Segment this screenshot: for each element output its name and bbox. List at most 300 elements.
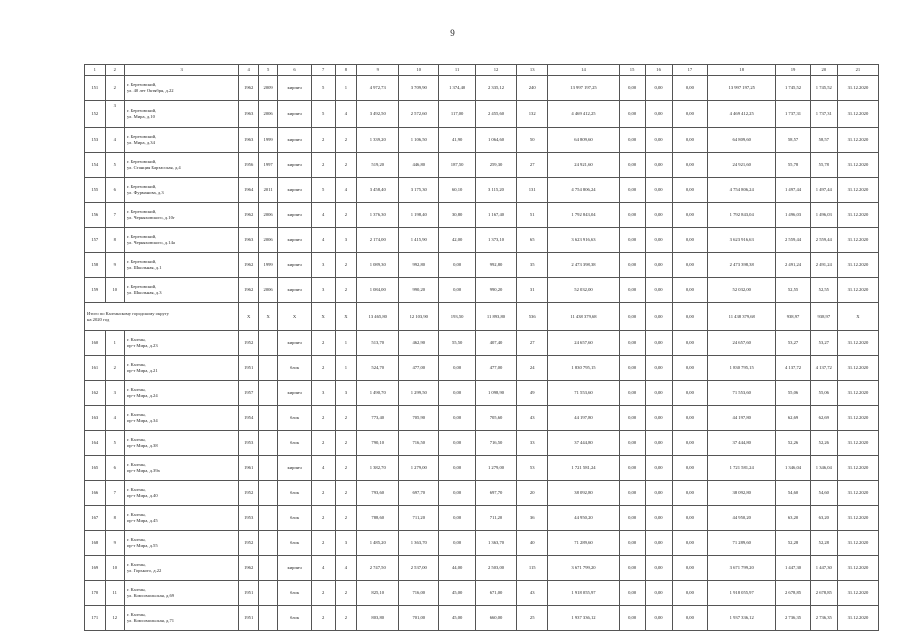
address-street: ул. Комсомольская, д.69 bbox=[126, 593, 175, 598]
table-row bbox=[85, 178, 879, 203]
header-cell: 14 bbox=[548, 65, 619, 76]
header-cell: 13 bbox=[517, 65, 548, 76]
table-cell: 3 115,20 bbox=[475, 178, 516, 203]
table-cell: 44 950,20 bbox=[708, 506, 776, 531]
table-cell: 0,00 bbox=[645, 331, 672, 356]
table-cell: 31.12.2020 bbox=[837, 228, 878, 253]
table-cell: 2 bbox=[335, 153, 357, 178]
address-street: ул. Мира, д.10 bbox=[126, 114, 155, 119]
table-cell: 158 bbox=[85, 253, 106, 278]
table-row bbox=[85, 531, 879, 556]
address-city: г. Калтан, bbox=[126, 612, 146, 618]
table-cell: 1963 bbox=[239, 228, 258, 253]
table-cell: 1 918 055,97 bbox=[708, 581, 776, 606]
table-cell: 40 bbox=[517, 531, 548, 556]
address-cell bbox=[124, 406, 239, 431]
table-cell: 31.12.2020 bbox=[837, 178, 878, 203]
table-cell: 0,00 bbox=[439, 531, 476, 556]
table-cell: 31.12.2020 bbox=[837, 406, 878, 431]
table-cell: кирпич bbox=[278, 278, 311, 303]
table-cell: 519,20 bbox=[357, 153, 399, 178]
address-street: пр-т Мира, д.24 bbox=[126, 393, 158, 398]
table-cell: 0,00 bbox=[672, 76, 708, 101]
table-cell: 4 bbox=[105, 406, 124, 431]
table-cell: 65 bbox=[517, 228, 548, 253]
table-cell: 0,00 bbox=[619, 606, 645, 631]
table-cell: 990,20 bbox=[475, 278, 516, 303]
address-cell bbox=[124, 506, 239, 531]
table-cell: 53 bbox=[517, 456, 548, 481]
address-city: г. Березовский, bbox=[126, 159, 157, 165]
table-cell: 9 bbox=[105, 531, 124, 556]
address-cell bbox=[124, 278, 239, 303]
table-cell: 71 289,60 bbox=[708, 531, 776, 556]
table-cell: 0,00 bbox=[619, 506, 645, 531]
table-cell: 0,00 bbox=[645, 178, 672, 203]
table-cell: 1 745,52 bbox=[810, 76, 837, 101]
table-cell: 716,00 bbox=[399, 581, 439, 606]
table-cell: 117,00 bbox=[439, 101, 476, 128]
table-cell: 152 bbox=[85, 101, 106, 128]
table-cell: 938,97 bbox=[776, 303, 811, 331]
table-cell: 63,20 bbox=[776, 506, 811, 531]
table-cell: 1 089,30 bbox=[357, 253, 399, 278]
table-cell: 1962 bbox=[239, 76, 258, 101]
table-cell: 27 bbox=[517, 331, 548, 356]
table-cell: 3 458,40 bbox=[357, 178, 399, 203]
table-cell: 0,00 bbox=[645, 128, 672, 153]
table-cell bbox=[258, 581, 277, 606]
table-cell: 477,00 bbox=[475, 356, 516, 381]
table-cell: 0,00 bbox=[672, 303, 708, 331]
table-cell: 1 497,44 bbox=[776, 178, 811, 203]
table-cell: 536 bbox=[517, 303, 548, 331]
table-cell: 2 bbox=[335, 606, 357, 631]
total-row bbox=[85, 303, 879, 331]
table-cell: 166 bbox=[85, 481, 106, 506]
header-cell: 15 bbox=[619, 65, 645, 76]
table-cell: 11 438 379,68 bbox=[548, 303, 619, 331]
table-cell: 3 623 916,63 bbox=[708, 228, 776, 253]
table-cell: 44 197,80 bbox=[708, 406, 776, 431]
address-city: г. Калтан, bbox=[126, 362, 146, 368]
table-cell: 0,00 bbox=[672, 581, 708, 606]
table-cell: 1 496,03 bbox=[810, 203, 837, 228]
table-cell: 0,00 bbox=[672, 128, 708, 153]
table-cell: 2 473 398,38 bbox=[708, 253, 776, 278]
table-body bbox=[85, 76, 879, 631]
table-row bbox=[85, 456, 879, 481]
table-cell: 4 754 806,24 bbox=[708, 178, 776, 203]
table-cell bbox=[258, 531, 277, 556]
table-cell: 513,70 bbox=[357, 331, 399, 356]
table-cell: 0,00 bbox=[645, 431, 672, 456]
address-cell bbox=[124, 456, 239, 481]
address-cell bbox=[124, 581, 239, 606]
table-cell: 161 bbox=[85, 356, 106, 381]
address-street: пр-т Мира, д.40 bbox=[126, 493, 158, 498]
table-cell: 4 137,72 bbox=[810, 356, 837, 381]
table-cell: 2 736,35 bbox=[810, 606, 837, 631]
table-cell: 990,20 bbox=[399, 278, 439, 303]
table-row bbox=[85, 331, 879, 356]
address-city: г. Березовский, bbox=[126, 184, 157, 190]
table-cell: 1 737,31 bbox=[776, 101, 811, 128]
table-cell: 803,80 bbox=[357, 606, 399, 631]
table-cell: 55,78 bbox=[810, 153, 837, 178]
table-row bbox=[85, 406, 879, 431]
table-cell: 165 bbox=[85, 456, 106, 481]
table-cell: 0,00 bbox=[619, 456, 645, 481]
table-cell: 938,97 bbox=[810, 303, 837, 331]
table-cell: 1 363,70 bbox=[475, 531, 516, 556]
header-cell: 3 bbox=[124, 65, 239, 76]
table-cell: 37 444,80 bbox=[708, 431, 776, 456]
header-cell: 19 bbox=[776, 65, 811, 76]
table-cell: 705,60 bbox=[475, 406, 516, 431]
address-street: ул. Черняховского, д.10г bbox=[126, 215, 175, 220]
table-cell: 0,00 bbox=[672, 481, 708, 506]
address-city: г. Березовский, bbox=[126, 82, 157, 88]
table-cell: 31.12.2020 bbox=[837, 76, 878, 101]
table-cell: 992,80 bbox=[475, 253, 516, 278]
address-cell bbox=[124, 431, 239, 456]
table-cell: 52,55 bbox=[810, 278, 837, 303]
table-cell: 1951 bbox=[239, 356, 258, 381]
table-cell: 1962 bbox=[239, 253, 258, 278]
table-cell: 0,00 bbox=[672, 253, 708, 278]
table-cell: 0,00 bbox=[619, 253, 645, 278]
address-cell bbox=[124, 101, 239, 128]
header-cell: 11 bbox=[439, 65, 476, 76]
table-cell: 52,26 bbox=[810, 431, 837, 456]
table-cell: 0,00 bbox=[439, 381, 476, 406]
table-cell: 1999 bbox=[258, 253, 277, 278]
table-cell: 64 809,60 bbox=[548, 128, 619, 153]
table-cell: 716,50 bbox=[475, 431, 516, 456]
table-cell: 0,00 bbox=[672, 456, 708, 481]
address-street: ул. Школьная, д.1 bbox=[126, 265, 162, 270]
address-street: ул. Горького, д.22 bbox=[126, 568, 162, 573]
table-cell: 0,00 bbox=[672, 406, 708, 431]
table-cell: 0,00 bbox=[439, 456, 476, 481]
table-cell: 52,28 bbox=[776, 531, 811, 556]
table-cell: 0,00 bbox=[645, 228, 672, 253]
table-cell: 1954 bbox=[239, 406, 258, 431]
table-cell: 0,00 bbox=[619, 228, 645, 253]
table-cell: 0,00 bbox=[672, 431, 708, 456]
table-cell: 0,00 bbox=[672, 506, 708, 531]
table-cell: 31 bbox=[517, 278, 548, 303]
table-row bbox=[85, 253, 879, 278]
table-cell: 1952 bbox=[239, 531, 258, 556]
table-cell: 2 bbox=[335, 278, 357, 303]
address-cell bbox=[124, 128, 239, 153]
table-cell: 1951 bbox=[239, 606, 258, 631]
address-city: г. Калтан, bbox=[126, 437, 146, 443]
table-cell bbox=[258, 356, 277, 381]
table-cell: 1 447,30 bbox=[810, 556, 837, 581]
table-cell: X bbox=[311, 303, 335, 331]
table-cell: 62,69 bbox=[776, 406, 811, 431]
table-cell: кирпич bbox=[278, 381, 311, 406]
table-cell: 167 bbox=[85, 506, 106, 531]
table-cell: 2 bbox=[335, 406, 357, 431]
table-cell: 193,50 bbox=[439, 303, 476, 331]
table-cell bbox=[258, 431, 277, 456]
table-row bbox=[85, 128, 879, 153]
table-cell: 2006 bbox=[258, 203, 277, 228]
table-cell: 0,00 bbox=[672, 381, 708, 406]
table-cell: 446,80 bbox=[399, 153, 439, 178]
table-cell: 2 bbox=[311, 606, 335, 631]
table-row bbox=[85, 506, 879, 531]
table-cell: 11 bbox=[105, 581, 124, 606]
header-row bbox=[85, 65, 879, 76]
table-cell: 0,00 bbox=[619, 178, 645, 203]
table-cell: кирпич bbox=[278, 153, 311, 178]
table-cell bbox=[258, 556, 277, 581]
table-cell: 2 455,60 bbox=[475, 101, 516, 128]
table-cell: 43 bbox=[517, 581, 548, 606]
table-cell: 259,30 bbox=[475, 153, 516, 178]
table-cell: 2 559,44 bbox=[776, 228, 811, 253]
table-cell: 671,00 bbox=[475, 581, 516, 606]
table-cell: 0,00 bbox=[619, 153, 645, 178]
table-cell: 0,00 bbox=[619, 76, 645, 101]
table-cell: 4 bbox=[105, 128, 124, 153]
table-cell: 3 bbox=[335, 381, 357, 406]
address-cell bbox=[124, 253, 239, 278]
table-cell: 3 623 916,63 bbox=[548, 228, 619, 253]
table-cell: 660,00 bbox=[475, 606, 516, 631]
address-street: ул. Комсомольская, д.71 bbox=[126, 618, 175, 623]
table-cell: кирпич bbox=[278, 101, 311, 128]
table-cell: 0,00 bbox=[672, 178, 708, 203]
table-cell: 8 bbox=[105, 506, 124, 531]
table-cell: 2 bbox=[311, 356, 335, 381]
table-cell: 4 bbox=[335, 556, 357, 581]
table-cell: 407,40 bbox=[475, 331, 516, 356]
table-cell: 2 bbox=[311, 581, 335, 606]
table-cell: 0,00 bbox=[672, 101, 708, 128]
table-cell: 0,00 bbox=[672, 203, 708, 228]
table-cell: 2 678,85 bbox=[810, 581, 837, 606]
table-cell: 10 bbox=[105, 556, 124, 581]
table-cell: 2006 bbox=[258, 101, 277, 128]
table-cell: 31.12.2020 bbox=[837, 431, 878, 456]
table-cell bbox=[258, 481, 277, 506]
table-cell: 11 438 379,68 bbox=[708, 303, 776, 331]
table-cell: 825,10 bbox=[357, 581, 399, 606]
table-cell: 5 bbox=[311, 101, 335, 128]
table-cell: 1 098,90 bbox=[475, 381, 516, 406]
table-cell: 13 997 197,25 bbox=[548, 76, 619, 101]
table-cell: 697,70 bbox=[399, 481, 439, 506]
table-cell: 793,60 bbox=[357, 481, 399, 506]
table-cell: 240 bbox=[517, 76, 548, 101]
table-cell: 2 bbox=[335, 481, 357, 506]
table-cell: 3 709,90 bbox=[399, 76, 439, 101]
table-cell: 0,00 bbox=[619, 531, 645, 556]
table-cell: 1 792 843,04 bbox=[708, 203, 776, 228]
table-cell: 5 bbox=[311, 178, 335, 203]
table-cell: 0,00 bbox=[619, 481, 645, 506]
table-cell: 1 737,31 bbox=[810, 101, 837, 128]
table-cell: 10 bbox=[105, 278, 124, 303]
table-cell: 0,00 bbox=[672, 356, 708, 381]
table-cell: 1 490,70 bbox=[357, 381, 399, 406]
table-cell: 477,00 bbox=[399, 356, 439, 381]
table-cell: 1961 bbox=[239, 456, 258, 481]
table-cell: 168 bbox=[85, 531, 106, 556]
table-cell: 0,00 bbox=[645, 581, 672, 606]
table-cell: X bbox=[335, 303, 357, 331]
table-cell: 4 bbox=[335, 178, 357, 203]
table-cell: 7 bbox=[105, 203, 124, 228]
table-cell: 52 032,00 bbox=[708, 278, 776, 303]
table-cell: 0,00 bbox=[645, 203, 672, 228]
table-cell: 3 bbox=[311, 278, 335, 303]
table-cell: 1 363,70 bbox=[399, 531, 439, 556]
table-cell: 151 bbox=[85, 76, 106, 101]
table-cell: 13 997 197,25 bbox=[708, 76, 776, 101]
table-cell: 31.12.2020 bbox=[837, 253, 878, 278]
address-city: г. Березовский, bbox=[126, 259, 157, 265]
table-cell: 6 bbox=[105, 456, 124, 481]
table-row bbox=[85, 381, 879, 406]
table-cell: 1 918 055,97 bbox=[548, 581, 619, 606]
table-cell: 701,00 bbox=[399, 606, 439, 631]
address-city: г. Березовский, bbox=[126, 209, 157, 215]
address-cell bbox=[124, 556, 239, 581]
table-cell: 0,00 bbox=[672, 228, 708, 253]
table-cell: 31.12.2020 bbox=[837, 128, 878, 153]
address-street: пр-т Мира, д.45 bbox=[126, 518, 158, 523]
table-cell: 0,00 bbox=[619, 556, 645, 581]
table-cell: 162 bbox=[85, 381, 106, 406]
table-cell: 71 289,60 bbox=[548, 531, 619, 556]
table-cell: 0,00 bbox=[672, 278, 708, 303]
table-cell: 1962 bbox=[239, 556, 258, 581]
table-cell: 0,00 bbox=[645, 406, 672, 431]
table-cell: 1963 bbox=[239, 128, 258, 153]
table-cell: 132 bbox=[517, 101, 548, 128]
table-cell: 711,20 bbox=[399, 506, 439, 531]
header-cell: 12 bbox=[475, 65, 516, 76]
table-cell: 63,20 bbox=[810, 506, 837, 531]
table-cell: 5 bbox=[105, 153, 124, 178]
table-cell: 1 106,50 bbox=[399, 128, 439, 153]
table-cell: 2011 bbox=[258, 178, 277, 203]
table-cell: 1 937 336,12 bbox=[708, 606, 776, 631]
table-header bbox=[85, 65, 879, 76]
page-number: 9 bbox=[450, 28, 455, 38]
table-cell: 2 bbox=[311, 128, 335, 153]
table-cell: блок bbox=[278, 506, 311, 531]
total-label-line1: Итого по Калтанскому городскому округу bbox=[87, 310, 169, 316]
table-cell: 2006 bbox=[258, 278, 277, 303]
table-cell: 45,00 bbox=[439, 581, 476, 606]
address-street: ул. Фурманова, д.3 bbox=[126, 190, 164, 195]
table-cell: 11 893,80 bbox=[475, 303, 516, 331]
address-street: ул. Школьная, д.3 bbox=[126, 290, 162, 295]
table-cell: 1 830 795,15 bbox=[548, 356, 619, 381]
header-cell: 21 bbox=[837, 65, 878, 76]
table-cell: 1 497,44 bbox=[810, 178, 837, 203]
table-cell: 1953 bbox=[239, 506, 258, 531]
table-cell: 71 553,60 bbox=[708, 381, 776, 406]
table-row bbox=[85, 153, 879, 178]
table-cell: 1 447,30 bbox=[776, 556, 811, 581]
table-cell: 716,50 bbox=[399, 431, 439, 456]
table-cell: 0,00 bbox=[439, 406, 476, 431]
table-cell bbox=[258, 506, 277, 531]
table-cell: 187,50 bbox=[439, 153, 476, 178]
table-cell: 52,28 bbox=[810, 531, 837, 556]
table-cell: 55,06 bbox=[810, 381, 837, 406]
table-cell: 4 469 412,25 bbox=[708, 101, 776, 128]
address-street: пр-т Мира, д.34 bbox=[126, 418, 158, 423]
table-cell: X bbox=[278, 303, 311, 331]
header-cell: 7 bbox=[311, 65, 335, 76]
table-cell: кирпич bbox=[278, 253, 311, 278]
table-cell: 1 830 795,15 bbox=[708, 356, 776, 381]
table-cell: 33 bbox=[517, 431, 548, 456]
table-cell: 1999 bbox=[258, 128, 277, 153]
table-cell: 2 bbox=[335, 506, 357, 531]
table-cell: кирпич bbox=[278, 76, 311, 101]
table-cell: 1 721 581,24 bbox=[548, 456, 619, 481]
table-cell: 171 bbox=[85, 606, 106, 631]
table-cell: 4 bbox=[311, 556, 335, 581]
table-row bbox=[85, 556, 879, 581]
address-street: пр-т Мира, д.38 bbox=[126, 443, 158, 448]
table-cell: 2 bbox=[335, 581, 357, 606]
table-row bbox=[85, 606, 879, 631]
address-city: г. Калтан, bbox=[126, 512, 146, 518]
table-cell: 41,90 bbox=[439, 128, 476, 153]
table-cell: 55,78 bbox=[776, 153, 811, 178]
table-cell: 1962 bbox=[239, 278, 258, 303]
table-cell: 0,00 bbox=[672, 531, 708, 556]
table-cell: 24 657,60 bbox=[548, 331, 619, 356]
table-cell: 71 553,60 bbox=[548, 381, 619, 406]
table-cell: 1 bbox=[335, 356, 357, 381]
address-cell bbox=[124, 381, 239, 406]
address-city: г. Калтан, bbox=[126, 412, 146, 418]
table-cell: 0,00 bbox=[439, 253, 476, 278]
table-cell: 1 373,10 bbox=[475, 228, 516, 253]
address-city: г. Калтан, bbox=[126, 487, 146, 493]
address-street: ул. 40 лет Октября, д.22 bbox=[126, 88, 174, 93]
table-cell: 157 bbox=[85, 228, 106, 253]
table-cell: 2 174,00 bbox=[357, 228, 399, 253]
header-cell: 9 bbox=[357, 65, 399, 76]
table-cell: 31.12.2020 bbox=[837, 506, 878, 531]
table-cell: 155 bbox=[85, 178, 106, 203]
table-cell: 2 572,60 bbox=[399, 101, 439, 128]
table-cell: 24 657,60 bbox=[708, 331, 776, 356]
table-cell: 24 921,60 bbox=[708, 153, 776, 178]
table-cell: 153 bbox=[85, 128, 106, 153]
table-cell: 1 084,00 bbox=[357, 278, 399, 303]
table-cell: 131 bbox=[517, 178, 548, 203]
header-cell: 4 bbox=[239, 65, 258, 76]
table-cell: 52,26 bbox=[776, 431, 811, 456]
table-cell: 4 137,72 bbox=[776, 356, 811, 381]
table-cell: 30,80 bbox=[439, 203, 476, 228]
